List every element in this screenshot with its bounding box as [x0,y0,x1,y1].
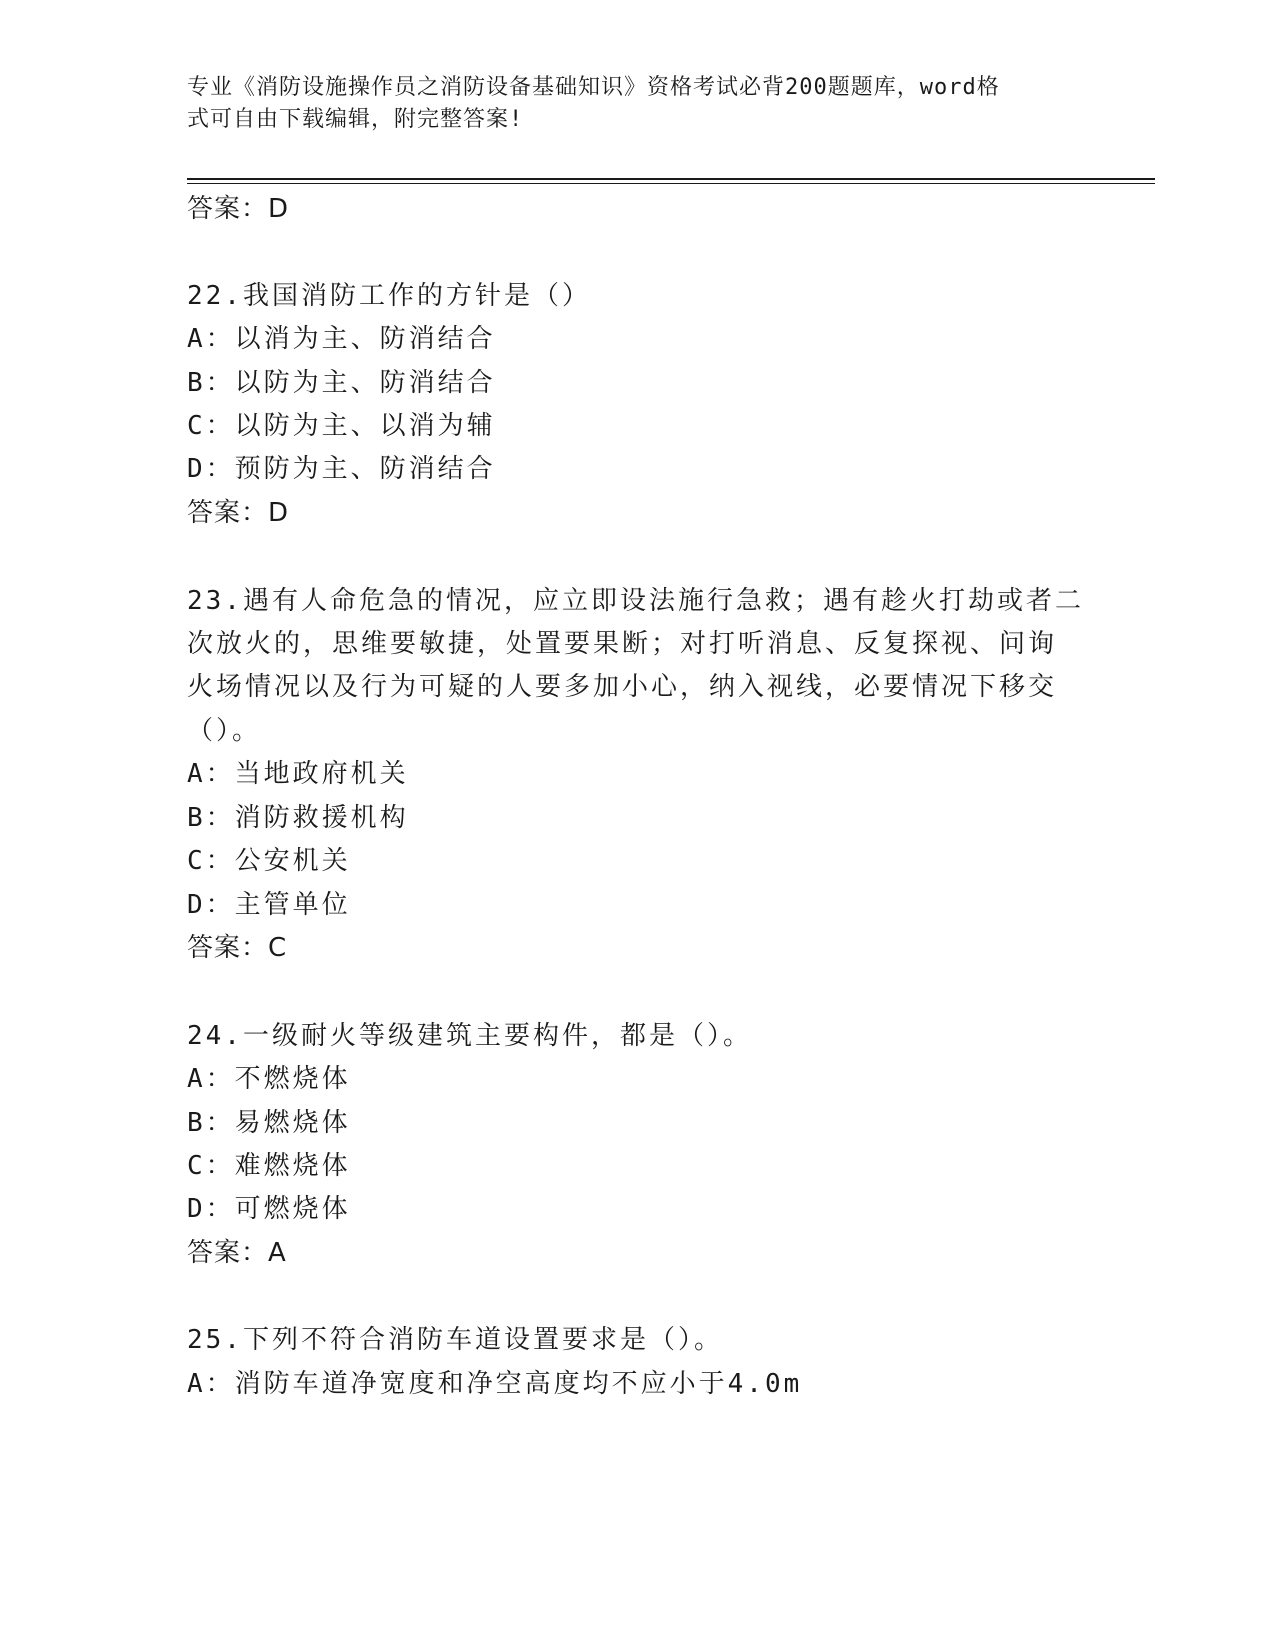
header-divider-thin [187,183,1155,184]
header-line-2: 式可自由下载编辑，附完整答案! [187,107,524,132]
document-header [187,72,1087,136]
header-line-1: 专业《消防设施操作员之消防设备基础知识》资格考试必背200题题库，word格 [187,75,1000,100]
question-22-option-b: B：以防为主、防消结合 [187,368,496,398]
question-24-option-d: D：可燃烧体 [187,1194,351,1224]
question-22-answer: 答案：D [187,498,290,528]
question-23-text-line-4: （）。 [187,716,262,746]
question-23-text-line-2: 次放火的，思维要敏捷，处置要果断；对打听消息、反复探视、问询 [187,629,1058,659]
question-23-text-line-1: 23.遇有人命危急的情况，应立即设法施行急救；遇有趁火打劫或者二 [187,586,1084,616]
question-24-option-c: C：难燃烧体 [187,1151,351,1181]
question-22-text: 22.我国消防工作的方针是（） [187,281,591,311]
question-25-text: 25.下列不符合消防车道设置要求是（）。 [187,1325,723,1355]
question-22-option-a: A：以消为主、防消结合 [187,324,496,354]
previous-answer: 答案：D [187,194,290,224]
question-23-option-b: B：消防救援机构 [187,803,409,833]
question-24-option-b: B：易燃烧体 [187,1108,351,1138]
question-25-option-a: A：消防车道净宽度和净空高度均不应小于4.0m [187,1369,803,1399]
question-23-text-line-3: 火场情况以及行为可疑的人要多加小心，纳入视线，必要情况下移交 [187,672,1058,702]
question-23-option-d: D：主管单位 [187,890,351,920]
question-23-option-a: A：当地政府机关 [187,759,409,789]
question-24-option-a: A：不燃烧体 [187,1064,351,1094]
question-24-text: 24.一级耐火等级建筑主要构件，都是（）。 [187,1021,752,1051]
question-24-answer: 答案：A [187,1238,287,1268]
question-22-option-d: D：预防为主、防消结合 [187,454,496,484]
header-divider-thick [187,178,1155,180]
question-23-option-c: C：公安机关 [187,846,351,876]
question-23-answer: 答案：C [187,933,288,963]
question-22-option-c: C：以防为主、以消为辅 [187,411,496,441]
